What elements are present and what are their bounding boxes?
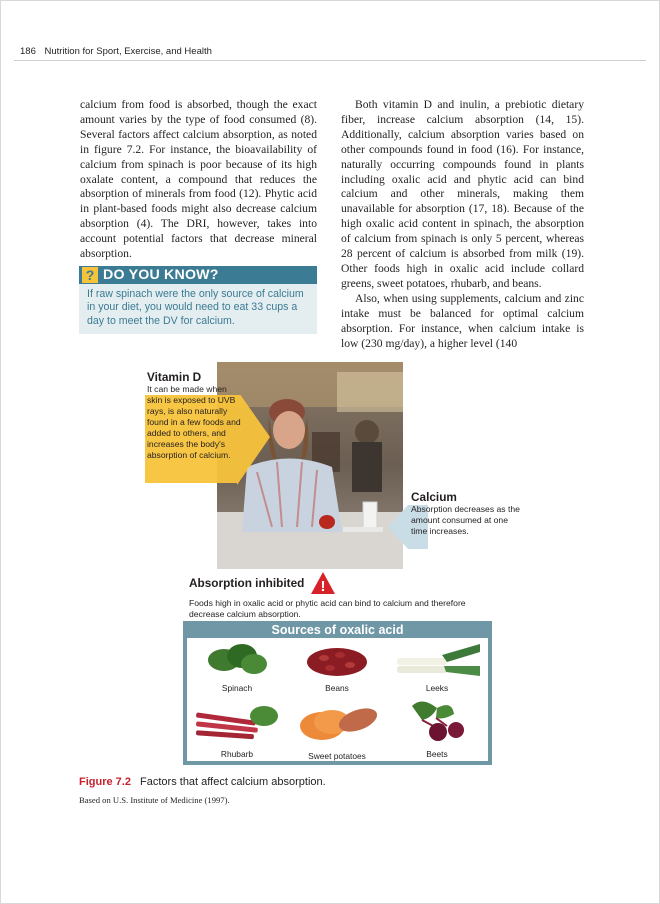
do-you-know-box bbox=[79, 266, 317, 334]
question-mark-icon: ? bbox=[82, 267, 98, 283]
leeks-icon bbox=[392, 640, 482, 680]
running-header bbox=[20, 46, 212, 57]
warning-glyph: ! bbox=[320, 578, 326, 595]
oxalic-acid-title: Sources of oxalic acid bbox=[271, 623, 404, 637]
food-beans bbox=[287, 640, 387, 700]
food-label-rhubarb: Rhubarb bbox=[220, 749, 254, 759]
oxalic-acid-box bbox=[183, 621, 492, 765]
do-you-know-title: DO YOU KNOW? bbox=[103, 267, 219, 283]
food-sweet-potatoes bbox=[287, 702, 387, 762]
book-title: Nutrition for Sport, Exercise, and Health bbox=[44, 46, 212, 57]
left-paragraph: calcium from food is absorbed, though the exact amount varies by the type of food consumed (8). Several factors affect calcium absorption, as noted in figure 7.2. For instance, the bioavailability of calcium from spinach is poor because of its high oxalate content, a compound that reduces the absorption of minerals from food (12). Phytic acid in plant-based foods might also decrease calcium absorption (4). The DRI, however, takes into account potential factors that decrease mineral absorption. bbox=[80, 98, 317, 261]
calcium-title: Calcium bbox=[411, 490, 457, 504]
left-column bbox=[80, 98, 317, 262]
calcium-callout bbox=[411, 490, 521, 537]
food-label-leeks: Leeks bbox=[425, 683, 449, 693]
food-spinach bbox=[187, 640, 287, 700]
food-beets bbox=[387, 698, 487, 758]
right-paragraph-1: Both vitamin D and inulin, a prebiotic dietary fiber, increase calcium absorption (14, 15). Additionally, calcium absorption varies based on other compounds found in food (16). For instance, naturally occurring compounds found in plants including oxalic acid and phytic acid can bind calcium and other minerals, making them unavailable for absorption (17, 18). Because of the high oxalic acid content in spinach, the absorption of calcium from spinach is only 5 percent, whereas 28 percent of calcium is absorbed from milk (19). Other foods high in oxalic acid include collard greens, sweet potatoes, rhubarb, and beans. bbox=[341, 98, 584, 290]
figure-credit: Based on U.S. Institute of Medicine (1997). bbox=[79, 795, 230, 805]
spinach-icon bbox=[202, 640, 272, 680]
food-label-beans: Beans bbox=[325, 683, 349, 693]
vitamin-d-title: Vitamin D bbox=[147, 370, 202, 384]
calcium-text: Absorption decreases as the amount consumed at one time increases. bbox=[411, 504, 520, 536]
food-label-spinach: Spinach bbox=[221, 683, 253, 693]
food-label-beets: Beets bbox=[426, 749, 448, 759]
warning-icon bbox=[310, 571, 336, 595]
vitamin-d-text: It can be made when skin is exposed to UVB rays, is also naturally found in a few foods and added to others, and increases the body's absorption of calcium. bbox=[147, 384, 241, 460]
do-you-know-text: If raw spinach were the only source of calcium in your diet, you would need to eat 33 cups a day to meet the DV for calcium. bbox=[79, 284, 317, 334]
figure-caption bbox=[79, 776, 326, 788]
sweet-potato-icon bbox=[292, 702, 382, 746]
rhubarb-icon bbox=[192, 702, 282, 746]
absorption-inhibited-title: Absorption inhibited bbox=[189, 576, 305, 590]
figure-number: Figure 7.2 bbox=[79, 776, 131, 788]
absorption-inhibited bbox=[189, 571, 499, 620]
beets-icon bbox=[392, 698, 482, 744]
oxalic-acid-panel bbox=[187, 638, 488, 761]
food-rhubarb bbox=[187, 702, 287, 762]
header-rule bbox=[14, 60, 646, 61]
absorption-inhibited-text: Foods high in oxalic acid or phytic acid can bind to calcium and therefore decrease calcium absorption. bbox=[189, 598, 466, 619]
right-paragraph-2: Also, when using supplements, calcium and zinc intake must be balanced for optimal calcium absorption. For instance, when calcium intake is low (230 mg/day), a higher level (140 bbox=[341, 291, 584, 350]
figure-caption-text: Factors that affect calcium absorption. bbox=[140, 776, 326, 788]
vitamin-d-callout bbox=[147, 370, 242, 461]
do-you-know-header bbox=[79, 266, 317, 284]
beans-icon bbox=[302, 640, 372, 680]
food-leeks bbox=[387, 640, 487, 700]
right-column bbox=[341, 98, 584, 351]
page-number: 186 bbox=[20, 46, 36, 57]
food-label-sweet-potatoes: Sweet potatoes bbox=[308, 751, 366, 761]
